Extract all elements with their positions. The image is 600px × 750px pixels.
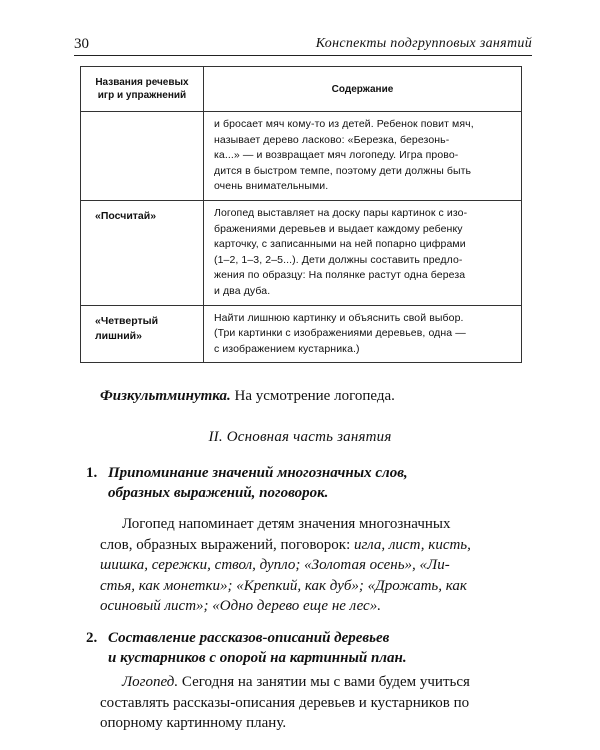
- table-row: [81, 305, 522, 363]
- content-line: и два дуба.: [213, 284, 271, 297]
- section-title: II. Основная часть занятия: [208, 429, 392, 445]
- item1-title-line1: Припоминание значений многозначных слов,: [108, 465, 408, 481]
- italic-text: игла, лист, кисть,: [354, 536, 471, 553]
- content-line: Найти лишнюю картинку и объяснить свой выбор.: [213, 311, 464, 324]
- content-line: и бросает мяч кому-то из детей. Ребенок повит мяч,: [213, 118, 474, 130]
- item1-number: 1.: [86, 465, 98, 481]
- col-header-content: Содержание: [203, 67, 521, 112]
- plain-text: Сегодня на занятии мы с вами будем учиться: [178, 674, 470, 690]
- content-line: очень внимательными.: [213, 180, 329, 193]
- row-name-empty: [81, 112, 204, 201]
- fizminutka-label: Физкультминутка.: [100, 388, 231, 404]
- row-name-line1: «Четвертый: [95, 314, 159, 327]
- content-line: карточку, с записанными на ней попарно цифрами: [213, 238, 466, 251]
- item1-line: [100, 555, 526, 576]
- plain-text: Логопед напоминает детям значения многозначных: [122, 516, 451, 532]
- fizminutka-text: На усмотрение логопеда.: [230, 388, 395, 404]
- italic-text: осиновый лист»; «Одно дерево еще не лес».: [100, 598, 381, 614]
- item1-title-line2: образных выражений, поговорок.: [108, 485, 329, 501]
- row-name-line2: лишний»: [95, 329, 142, 342]
- page-number: 30: [74, 36, 89, 52]
- row-content: [203, 305, 521, 363]
- col-header-games-line2: игр и упражнений: [97, 90, 187, 101]
- item1-line: [100, 514, 526, 535]
- table-row: [81, 200, 522, 305]
- item1-line: [100, 576, 526, 597]
- item1-line: [100, 596, 526, 617]
- row-content: [203, 200, 521, 305]
- games-table: [80, 66, 522, 363]
- item1-heading: [86, 463, 526, 503]
- item2-number: 2.: [86, 630, 98, 646]
- content-line: (Три картинки с изображениями деревьев, одна —: [213, 327, 466, 340]
- plain-text: слов, образных выражений, поговорок:: [100, 536, 355, 553]
- item2-line: составлять рассказы-описания деревьев и кустарников по: [100, 694, 470, 711]
- content-line: дится в быстром темпе, поэтому дети должны быть: [213, 164, 472, 177]
- item2-line: опорному картинному плану.: [100, 715, 287, 731]
- content-line: бражениями деревьев и выдает каждому ребенку: [213, 222, 463, 235]
- content-line: ка...» — и возвращает мяч логопеду. Игра прово-: [213, 149, 459, 162]
- row-name-chetvertyi: [81, 305, 204, 363]
- item1-line: [100, 535, 526, 556]
- content-line: (1–2, 1–3, 2–5...). Дети должны составить предло-: [213, 253, 463, 266]
- italic-text: стья, как монетки»; «Крепкий, как дуб»; «Дрожать, как: [100, 577, 467, 594]
- item2-title-line1: Составление рассказов-описаний деревьев: [108, 630, 390, 646]
- col-header-games-line1: Названия речевых: [95, 77, 189, 88]
- item2-paragraph: [100, 672, 526, 734]
- content-line: с изображением кустарника.): [213, 342, 360, 355]
- speaker-label: Логопед.: [122, 674, 179, 690]
- table-header-row: [81, 67, 522, 112]
- row-content: [203, 112, 521, 201]
- col-header-games: [81, 67, 204, 112]
- item2-line: [100, 672, 526, 693]
- item2-title-line2: и кустарников с опорой на картинный план.: [108, 650, 407, 666]
- italic-text: шишка, сережки, ствол, дупло; «Золотая осень», «Ли-: [100, 557, 450, 573]
- running-title: Конспекты подгрупповых занятий: [315, 36, 532, 51]
- fizminutka-line: [100, 388, 526, 405]
- item1-paragraph: [100, 514, 526, 617]
- content-line: Логопед выставляет на доску пары картинок с изо-: [213, 206, 468, 219]
- item2-heading: [86, 628, 526, 668]
- running-header: [74, 36, 532, 54]
- header-rule: [74, 55, 532, 56]
- content-line: называет дерево ласково: «Березка, березонь-: [213, 133, 450, 146]
- row-name-poschitai: «Посчитай»: [81, 200, 204, 305]
- table-row: [81, 112, 522, 201]
- content-line: жения по образцу: На полянке растут одна береза: [213, 269, 466, 282]
